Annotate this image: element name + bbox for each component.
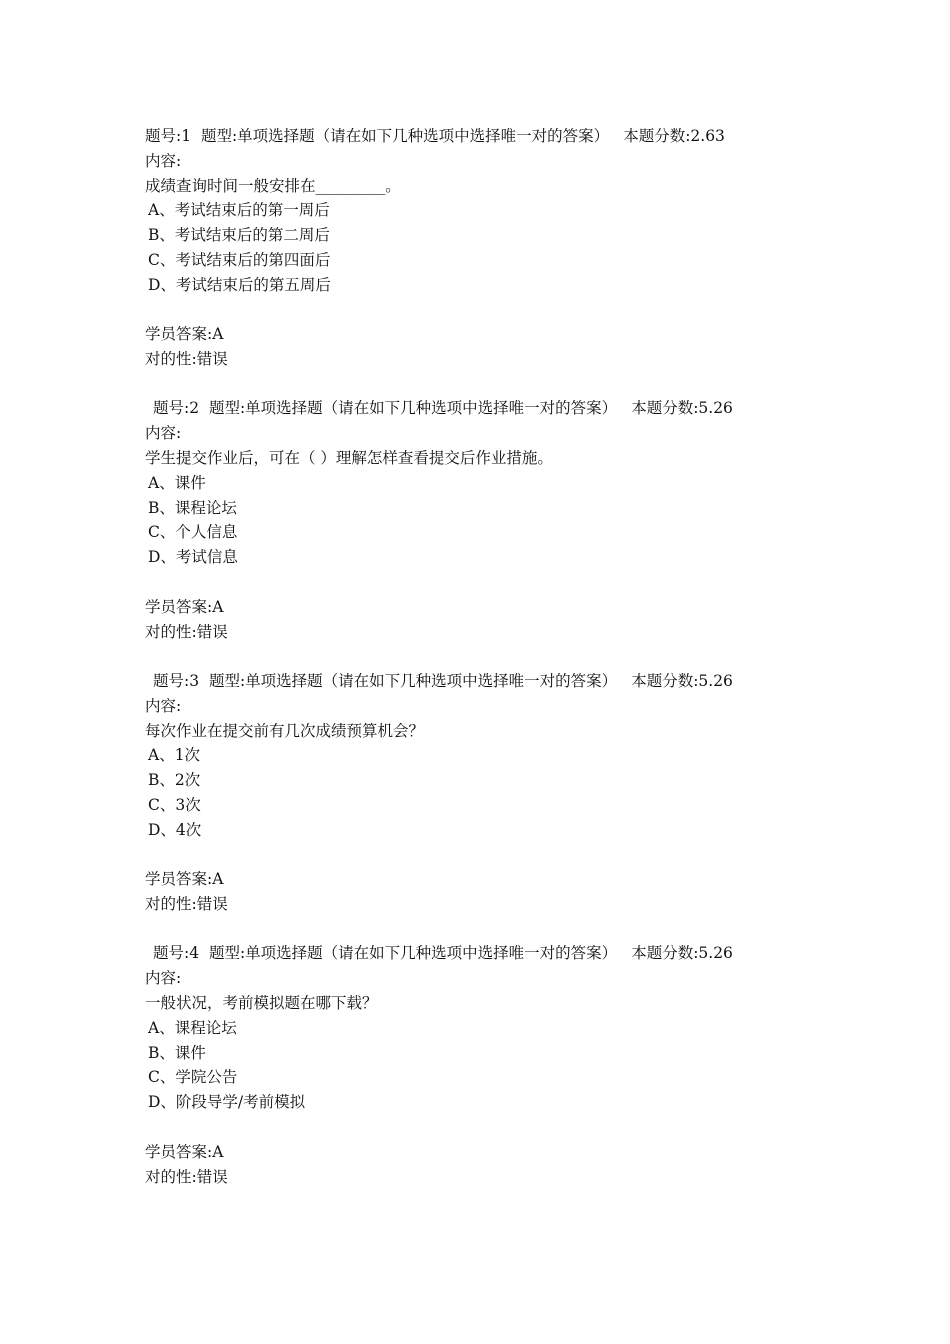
spacer bbox=[145, 843, 785, 868]
question-number: 题号:3 bbox=[153, 671, 200, 690]
option-a: A、课件 bbox=[148, 473, 206, 492]
question-4 bbox=[145, 941, 785, 1189]
question-score: 本题分数:5.26 bbox=[631, 944, 733, 963]
option-a: A、1次 bbox=[148, 746, 201, 765]
question-number: 题号:2 bbox=[153, 399, 200, 418]
option-a: A、考试结束后的第一周后 bbox=[148, 201, 330, 220]
spacer bbox=[145, 1115, 785, 1140]
content-label: 内容: bbox=[145, 424, 182, 443]
option-b: B、课程论坛 bbox=[148, 498, 237, 517]
option-b: B、课件 bbox=[148, 1043, 206, 1062]
question-2 bbox=[145, 396, 785, 644]
question-score: 本题分数:5.26 bbox=[631, 399, 733, 418]
option-d: D、考试信息 bbox=[148, 548, 238, 567]
question-type: 题型:单项选择题（请在如下几种选项中选择唯一对的答案） bbox=[208, 944, 618, 963]
question-type: 题型:单项选择题（请在如下几种选项中选择唯一对的答案） bbox=[208, 399, 618, 418]
spacer bbox=[145, 570, 785, 595]
option-c: C、学院公告 bbox=[148, 1068, 238, 1087]
question-header bbox=[145, 941, 785, 966]
question-score: 本题分数:5.26 bbox=[631, 671, 733, 690]
option-a: A、课程论坛 bbox=[148, 1018, 237, 1037]
student-answer: 学员答案:A bbox=[145, 870, 224, 889]
question-score: 本题分数:2.63 bbox=[623, 127, 725, 145]
question-number: 题号:1 bbox=[145, 127, 192, 145]
spacer bbox=[145, 298, 785, 323]
student-answer: 学员答案:A bbox=[145, 1142, 224, 1161]
correctness: 对的性:错误 bbox=[145, 350, 228, 369]
question-stem: 一般状况，考前模拟题在哪下载？ bbox=[145, 994, 378, 1012]
question-header bbox=[145, 396, 785, 421]
option-b: B、2次 bbox=[148, 771, 201, 790]
question-header bbox=[145, 124, 785, 149]
question-stem: 学生提交作业后，可在（ ）理解怎样查看提交后作业措施。 bbox=[145, 449, 553, 468]
correctness: 对的性:错误 bbox=[145, 1167, 228, 1186]
question-3 bbox=[145, 669, 785, 917]
student-answer: 学员答案:A bbox=[145, 597, 224, 616]
student-answer: 学员答案:A bbox=[145, 325, 224, 344]
question-stem: 每次作业在提交前有几次成绩预算机会？ bbox=[145, 721, 425, 740]
option-c: C、考试结束后的第四面后 bbox=[148, 250, 331, 269]
option-c: C、3次 bbox=[148, 795, 201, 814]
option-d: D、4次 bbox=[148, 820, 202, 839]
option-b: B、考试结束后的第二周后 bbox=[148, 226, 330, 245]
content-label: 内容: bbox=[145, 696, 182, 715]
document-body bbox=[145, 124, 785, 1214]
question-type: 题型:单项选择题（请在如下几种选项中选择唯一对的答案） bbox=[200, 127, 610, 145]
option-d: D、考试结束后的第五周后 bbox=[148, 275, 331, 294]
content-label: 内容: bbox=[145, 151, 182, 170]
option-c: C、个人信息 bbox=[148, 523, 238, 542]
option-d: D、阶段导学/考前模拟 bbox=[148, 1093, 306, 1112]
question-1 bbox=[145, 124, 785, 372]
question-stem: 成绩查询时间一般安排在_________。 bbox=[145, 176, 401, 195]
correctness: 对的性:错误 bbox=[145, 622, 228, 641]
content-label: 内容: bbox=[145, 969, 182, 988]
question-type: 题型:单项选择题（请在如下几种选项中选择唯一对的答案） bbox=[208, 671, 618, 690]
question-header bbox=[145, 669, 785, 694]
question-number: 题号:4 bbox=[153, 944, 200, 963]
correctness: 对的性:错误 bbox=[145, 895, 228, 914]
